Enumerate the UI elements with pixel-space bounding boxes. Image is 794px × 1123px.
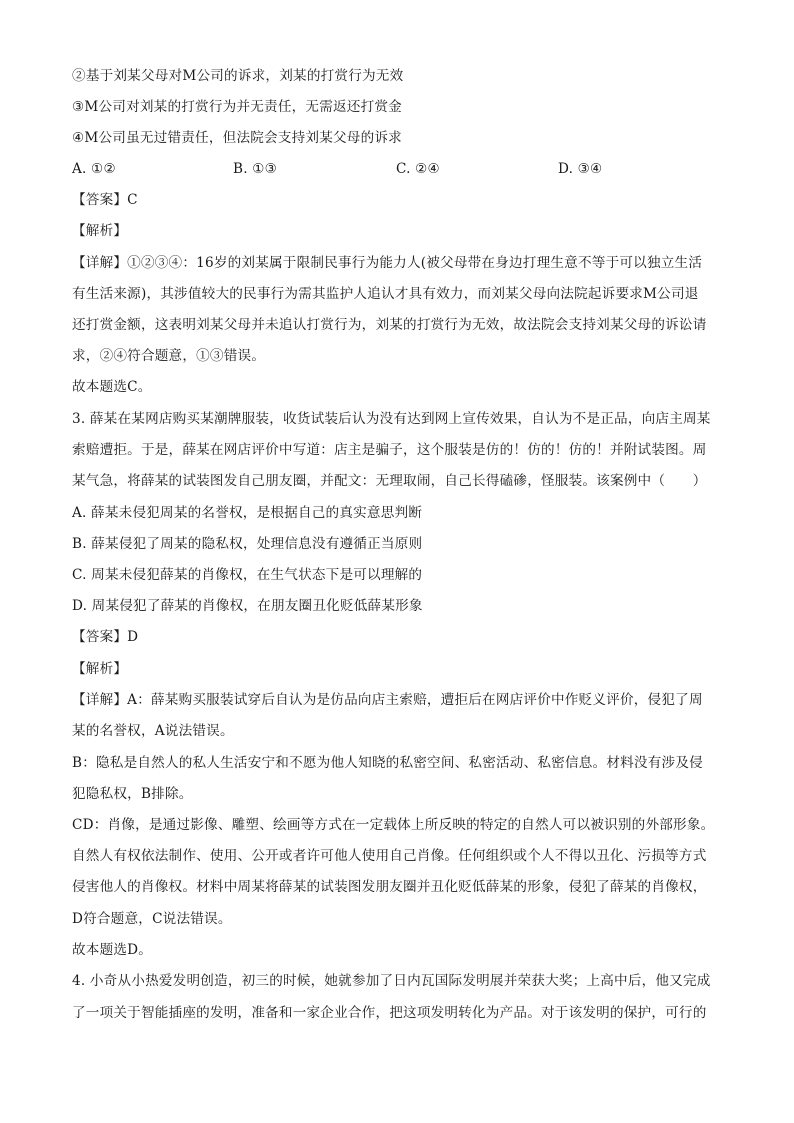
q2-option-a: A. ①② [72,161,116,177]
q4-stem-line: 4. 小奇从小热爱发明创造，初三的时候，她就参加了日内瓦国际发明展并荣获大奖；上高中后，他又完成 [72,973,711,989]
q3-stem-line: 某气急，将薛某的试装图发自己朋友圈，并配文：无理取闹，自己长得磕碜，怪服装。该案例中（ ） [72,473,707,489]
q3-detail-line: B：隐私是自然人的私人生活安宁和不愿为他人知晓的私密空间、私密活动、私密信息。材料没有涉及侵 [72,755,703,771]
q2-answer: 【答案】C [72,192,138,208]
q2-item-3: ③M公司对刘某的打赏行为并无责任，无需返还打赏金 [72,99,402,115]
q3-detail-line: CD：肖像，是通过影像、雕塑、绘画等方式在一定载体上所反映的特定的自然人可以被识别的外部形象。 [72,817,715,833]
q3-stem-line: 索赔遭拒。于是，薛某在网店评价中写道：店主是骗子，这个服装是仿的！仿的！仿的！并附试装图。周 [72,442,707,458]
q3-option-a: A. 薛某未侵犯周某的名誉权，是根据自己的真实意思判断 [72,505,423,521]
q3-option-c: C. 周某未侵犯薛某的肖像权，在生气状态下是可以理解的 [72,567,423,583]
q3-analysis-heading: 【解析】 [72,661,128,677]
q2-option-b: B. ①③ [233,161,278,177]
q3-option-d: D. 周某侵犯了薛某的肖像权，在朋友圈丑化贬低薛某形象 [72,598,423,614]
q4-stem-line: 了一项关于智能插座的发明，准备和一家企业合作，把这项发明转化为产品。对于该发明的保护，可行的 [72,1005,707,1021]
q3-option-b: B. 薛某侵犯了周某的隐私权，处理信息没有遵循正当原则 [72,536,423,552]
q2-item-2: ②基于刘某父母对M公司的诉求，刘某的打赏行为无效 [72,68,404,84]
q3-stem-line: 3. 薛某在某网店购买某潮牌服装，收货试装后认为没有达到网上宣传效果，自认为不是正品，向店主周某 [72,411,711,427]
q2-detail-line: 求，②④符合题意，①③错误。 [72,348,266,364]
q3-detail-line: 侵害他人的肖像权。材料中周某将薛某的试装图发朋友圈并丑化贬低薛某的形象，侵犯了薛某的肖像权， [72,879,707,895]
q3-detail-line: 犯隐私权，B排除。 [72,786,193,802]
q2-conclusion: 故本题选C。 [72,379,152,395]
q3-detail-line: D符合题意，C说法错误。 [72,911,232,927]
q2-option-d: D. ③④ [558,161,603,177]
q2-detail-line: 有生活来源)，其涉值较大的民事行为需其监护人追认才具有效力，而刘某父母向法院起诉要求M公司退 [72,286,699,302]
q3-conclusion: 故本题选D。 [72,942,153,958]
q3-detail-line: 自然人有权依法制作、使用、公开或者许可他人使用自己肖像。任何组织或个人不得以丑化、污损等方式 [72,848,707,864]
q3-detail-line: 【详解】A：薛某购买服装试穿后自认为是仿品向店主索赔，遭拒后在网店评价中作贬义评价，侵犯了周 [72,692,703,708]
q2-item-4: ④M公司虽无过错责任，但法院会支持刘某父母的诉求 [72,130,402,146]
q2-detail-line: 【详解】①②③④：16岁的刘某属于限制民事行为能力人(被父母带在身边打理生意不等于可以独立生活 [72,255,703,271]
q2-option-c: C. ②④ [396,161,440,177]
q3-answer: 【答案】D [72,629,139,645]
q2-detail-line: 还打赏金额，这表明刘某父母并未追认打赏行为，刘某的打赏行为无效，故法院会支持刘某父母的诉讼请 [72,317,707,333]
q3-detail-line: 某的名誉权，A说法错误。 [72,723,234,739]
q2-analysis-heading: 【解析】 [72,223,128,239]
